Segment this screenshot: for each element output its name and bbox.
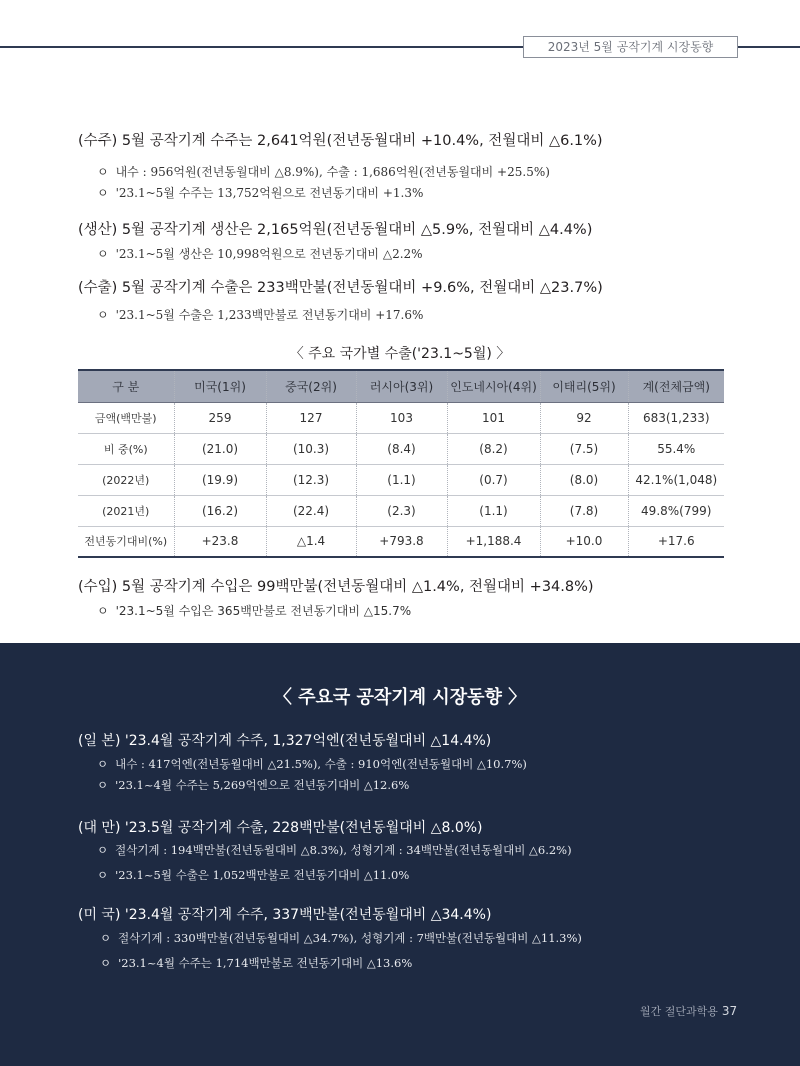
table-cell: △1.4	[266, 526, 356, 557]
bullet-mark: ㅇ	[100, 956, 112, 970]
table-cell: +17.6	[628, 526, 724, 557]
major-countries-title: 〈 주요국 공작기계 시장동향 〉	[273, 687, 527, 708]
table-cell: (16.2)	[174, 495, 266, 526]
table-cell: (7.5)	[540, 433, 628, 464]
table-cell: (1.1)	[356, 464, 447, 495]
usa-bullet-2: ㅇ '23.1~4월 수주는 1,714백만불로 전년동기대비 △13.6%	[100, 956, 413, 970]
table-cell: 103	[356, 402, 447, 433]
bullet-mark: ㅇ	[97, 843, 109, 857]
table-cell: 127	[266, 402, 356, 433]
header-cell: 인도네시아(4위)	[447, 370, 540, 402]
bullet-mark: ㅇ	[100, 931, 112, 945]
usa-bullet-1: ㅇ 절삭기계 : 330백만불(전년동월대비 △34.7%), 성형기계 : 7백만불(전년동월대비 △11.3%)	[100, 931, 582, 945]
table-cell: 55.4%	[628, 433, 724, 464]
table-cell: (19.9)	[174, 464, 266, 495]
table-cell: (2021년)	[78, 495, 174, 526]
taiwan-bullet-1: ㅇ 절삭기계 : 194백만불(전년동월대비 △8.3%), 성형기계 : 34백만불(전년동월대비 △6.2%)	[97, 843, 572, 857]
table-cell: +10.0	[540, 526, 628, 557]
production-heading: (생산) 5월 공작기계 생산은 2,165억원(전년동월대비 △5.9%, 전월대비 △4.4%)	[78, 222, 593, 238]
table-row	[78, 464, 724, 495]
exports-heading: (수출) 5월 공작기계 수출은 233백만불(전년동월대비 +9.6%, 전월대비 △23.7%)	[78, 280, 603, 296]
table-cell: (8.2)	[447, 433, 540, 464]
table-cell: (12.3)	[266, 464, 356, 495]
export-by-country-table	[78, 369, 724, 558]
orders-bullet-2: ㅇ '23.1~5월 수주는 13,752억원으로 전년동기대비 +1.3%	[97, 186, 424, 200]
page-footer	[640, 1003, 737, 1019]
magazine-name: 월간 절단과학용	[640, 1005, 718, 1018]
table-row	[78, 495, 724, 526]
table-cell: (8.0)	[540, 464, 628, 495]
bullet-mark: ㅇ	[97, 247, 109, 261]
orders-bullet-1: ㅇ 내수 : 956억원(전년동월대비 △8.9%), 수출 : 1,686억원(전년동월대비 +25.5%)	[97, 165, 550, 179]
table-cell: +793.8	[356, 526, 447, 557]
usa-heading: (미 국) '23.4월 공작기계 수주, 337백만불(전년동월대비 △34.4%)	[78, 907, 492, 923]
taiwan-bullet-2: ㅇ '23.1~5월 수출은 1,052백만불로 전년동기대비 △11.0%	[97, 868, 410, 882]
table-cell: 전년동기대비(%)	[78, 526, 174, 557]
table-cell: (8.4)	[356, 433, 447, 464]
table-cell: 101	[447, 402, 540, 433]
table-cell: (7.8)	[540, 495, 628, 526]
japan-bullet-2: ㅇ '23.1~4월 수주는 5,269억엔으로 전년동기대비 △12.6%	[97, 778, 410, 792]
export-table-caption: 〈 주요 국가별 수출('23.1~5월) 〉	[289, 346, 511, 362]
running-header: 2023년 5월 공작기계 시장동향	[523, 36, 738, 58]
table-cell: 259	[174, 402, 266, 433]
bullet-mark: ㅇ	[97, 757, 109, 771]
table-cell: 49.8%(799)	[628, 495, 724, 526]
imports-bullet-1: ㅇ '23.1~5월 수입은 365백만불로 전년동기대비 △15.7%	[97, 604, 412, 618]
header-cell: 러시아(3위)	[356, 370, 447, 402]
header-cell: 중국(2위)	[266, 370, 356, 402]
japan-heading: (일 본) '23.4월 공작기계 수주, 1,327억엔(전년동월대비 △14.4%)	[78, 733, 492, 749]
bullet-mark: ㅇ	[97, 186, 109, 200]
table-cell: +23.8	[174, 526, 266, 557]
table-cell: (2022년)	[78, 464, 174, 495]
table-cell: 92	[540, 402, 628, 433]
table-cell: (0.7)	[447, 464, 540, 495]
table-cell: 금액(백만불)	[78, 402, 174, 433]
table-cell: (2.3)	[356, 495, 447, 526]
table-header-row	[78, 370, 724, 402]
bullet-mark: ㅇ	[97, 604, 109, 618]
table-cell: +1,188.4	[447, 526, 540, 557]
table-cell: (21.0)	[174, 433, 266, 464]
header-cell: 이태리(5위)	[540, 370, 628, 402]
table-cell: (1.1)	[447, 495, 540, 526]
table-cell: (10.3)	[266, 433, 356, 464]
table-row	[78, 526, 724, 557]
table-cell: 42.1%(1,048)	[628, 464, 724, 495]
bullet-mark: ㅇ	[97, 868, 109, 882]
orders-heading: (수주) 5월 공작기계 수주는 2,641억원(전년동월대비 +10.4%, 전월대비 △6.1%)	[78, 133, 603, 149]
header-cell: 계(전체금액)	[628, 370, 724, 402]
exports-bullet-1: ㅇ '23.1~5월 수출은 1,233백만불로 전년동기대비 +17.6%	[97, 308, 424, 322]
bullet-mark: ㅇ	[97, 165, 109, 179]
table-row	[78, 433, 724, 464]
production-bullet-1: ㅇ '23.1~5월 생산은 10,998억원으로 전년동기대비 △2.2%	[97, 247, 423, 261]
taiwan-heading: (대 만) '23.5월 공작기계 수출, 228백만불(전년동월대비 △8.0%)	[78, 820, 483, 836]
table-row	[78, 402, 724, 433]
table-cell: 683(1,233)	[628, 402, 724, 433]
header-cell: 미국(1위)	[174, 370, 266, 402]
table-cell: (22.4)	[266, 495, 356, 526]
header-cell: 구 분	[78, 370, 174, 402]
table-cell: 비 중(%)	[78, 433, 174, 464]
japan-bullet-1: ㅇ 내수 : 417억엔(전년동월대비 △21.5%), 수출 : 910억엔(전년동월대비 △10.7%)	[97, 757, 527, 771]
imports-heading: (수입) 5월 공작기계 수입은 99백만불(전년동월대비 △1.4%, 전월대비 +34.8%)	[78, 579, 594, 595]
bullet-mark: ㅇ	[97, 778, 109, 792]
bullet-mark: ㅇ	[97, 308, 109, 322]
page-number: 37	[721, 1004, 738, 1018]
